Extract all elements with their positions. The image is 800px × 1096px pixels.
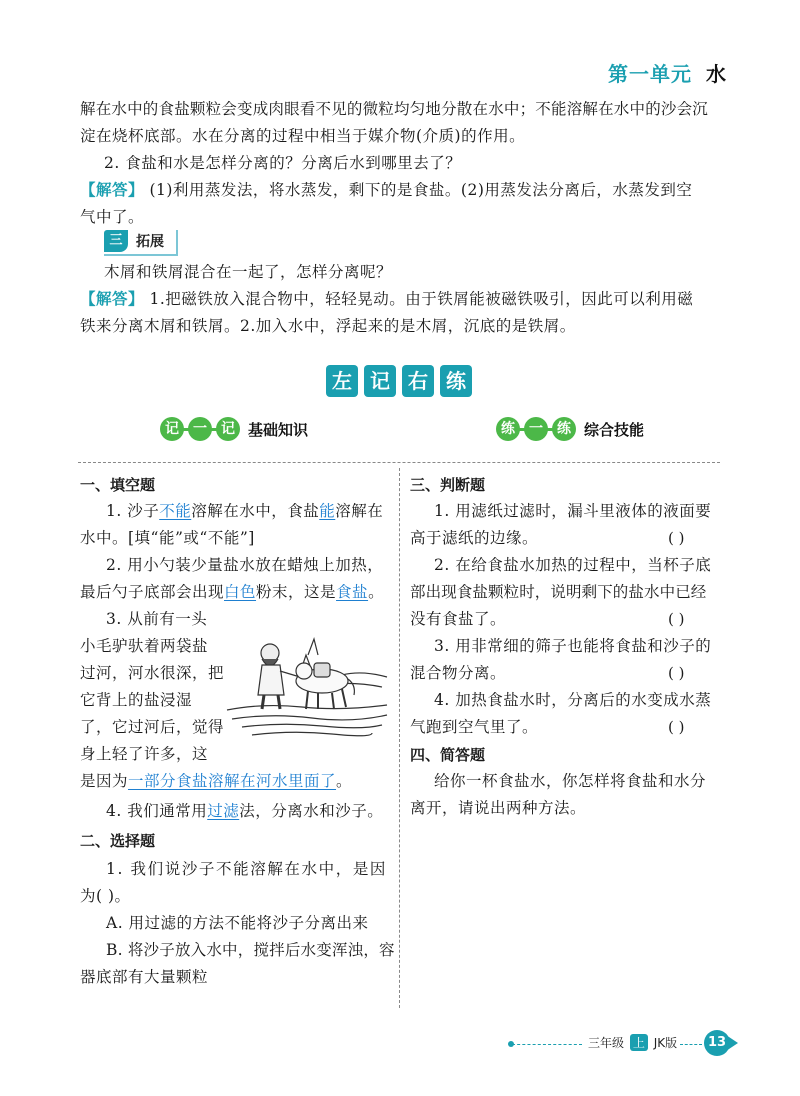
answer-blank: 不能 — [159, 502, 192, 520]
judge-q4-line-2: 气跑到空气里了。 — [410, 718, 539, 736]
choice-option-b-line-2: 器底部有大量颗粒 — [80, 968, 209, 986]
answer-2-text: (1)利用蒸发法，将水蒸发，剩下的是食盐。(2)用蒸发法分离后，水蒸发到空 — [149, 181, 693, 199]
fill-q3-line-2: 小毛驴驮着两袋盐 — [80, 637, 209, 655]
text: 是因为 — [80, 772, 129, 790]
fill-q4 — [106, 798, 383, 825]
fill-q3-line-5: 了，它过河后，觉得 — [80, 718, 225, 736]
judge-q3-paren[interactable]: ( ) — [668, 664, 685, 682]
unit-label: 第一单元 — [608, 62, 692, 86]
text: 1. 沙子 — [106, 502, 160, 520]
expand-answer-text: 1.把磁铁放入混合物中，轻轻晃动。由于铁屑能被磁铁吸引，因此可以利用磁 — [149, 290, 694, 308]
right-header-title: 综合技能 — [584, 421, 645, 439]
text: 溶解在 — [335, 502, 384, 520]
badge-char-3: 记 — [216, 417, 240, 441]
left-column-header — [160, 416, 320, 442]
text: 粉末，这是 — [256, 583, 337, 601]
fill-q3-line-4: 它背上的盐浸湿 — [80, 691, 193, 709]
badge-char-2: 一 — [524, 417, 548, 441]
text: 溶解在水中，食盐 — [191, 502, 320, 520]
footer-rule — [512, 1044, 582, 1045]
section-short-answer: 四、简答题 — [410, 746, 486, 764]
short-answer-line-1: 给你一杯食盐水，你怎样将食盐和水分 — [434, 772, 707, 790]
question-2: 2. 食盐和水是怎样分离的？分离后水到哪里去了？ — [104, 154, 462, 172]
banner-char-2: 记 — [364, 365, 396, 397]
fill-q1-line-2: 水中。[填“能”或“不能”] — [80, 529, 255, 547]
unit-title — [608, 58, 727, 87]
choice-option-b-line-1: B. 将沙子放入水中，搅拌后水变浑浊，容 — [106, 941, 395, 959]
expand-number: 三 — [104, 230, 128, 252]
fill-q2-line-2 — [80, 579, 384, 606]
answer-label: 【解答】 — [80, 181, 145, 199]
top-line-2: 淀在烧杯底部。水在分离的过程中相当于媒介物(介质)的作用。 — [80, 127, 526, 145]
answer-blank: 白色 — [224, 583, 257, 601]
section-choice: 二、选择题 — [80, 832, 156, 850]
text: 。 — [368, 583, 385, 601]
footer-rule-2 — [680, 1044, 702, 1045]
judge-q1-line-1: 1. 用滤纸过滤时，漏斗里液体的液面要 — [434, 502, 712, 520]
left-header-title: 基础知识 — [248, 421, 309, 439]
answer-blank: 过滤 — [207, 802, 240, 820]
answer-blank: 食盐 — [336, 583, 369, 601]
short-answer-line-2: 离开，请说出两种方法。 — [410, 799, 587, 817]
choice-option-a: A. 用过滤的方法不能将沙子分离出来 — [106, 914, 369, 932]
fill-q1-line-1 — [106, 498, 383, 525]
badge-char-3: 练 — [552, 417, 576, 441]
judge-q3-line-2: 混合物分离。 — [410, 664, 507, 682]
expand-answer-label: 【解答】 — [80, 290, 145, 308]
donkey-river-illustration — [222, 615, 392, 745]
judge-q1-paren[interactable]: ( ) — [668, 529, 685, 547]
fill-q3-line-6: 身上轻了许多，这 — [80, 745, 209, 763]
answer-blank: 能 — [319, 502, 336, 520]
fill-q3-line-1: 3. 从前有一头 — [106, 610, 208, 628]
choice-q1-line-1: 1. 我们说沙子不能溶解在水中，是因 — [106, 860, 388, 878]
top-line-1: 解在水中的食盐颗粒会变成肉眼看不见的微粒均匀地分散在水中；不能溶解在水中的沙会沉 — [80, 100, 709, 118]
practice-banner — [326, 365, 472, 397]
unit-topic: 水 — [705, 62, 727, 86]
text: 最后勺子底部会出现 — [80, 583, 225, 601]
choice-q1-line-2: 为( )。 — [80, 887, 131, 905]
judge-q2-line-3: 没有食盐了。 — [410, 610, 507, 628]
section-judge: 三、判断题 — [410, 476, 486, 494]
top-dotted-rule — [78, 462, 720, 463]
edition-text: JK版 — [653, 1036, 678, 1050]
badge-char-1: 记 — [160, 417, 184, 441]
judge-q1-line-2: 高于滤纸的边缘。 — [410, 529, 539, 547]
text: 法，分离水和沙子。 — [239, 802, 384, 820]
fill-q3-line-7 — [80, 768, 352, 795]
expand-tag — [104, 230, 178, 256]
badge-char-1: 练 — [496, 417, 520, 441]
term-badge: 上 — [630, 1034, 648, 1051]
expand-answer-line-1 — [80, 286, 693, 313]
judge-q2-paren[interactable]: ( ) — [668, 610, 685, 628]
judge-q3-line-1: 3. 用非常细的筛子也能将食盐和沙子的 — [434, 637, 712, 655]
judge-q4-paren[interactable]: ( ) — [668, 718, 685, 736]
answer-blank: 一部分食盐溶解在河水里面了 — [128, 772, 337, 790]
banner-char-3: 右 — [402, 365, 434, 397]
expand-label: 拓展 — [136, 234, 164, 250]
section-fill-blank: 一、填空题 — [80, 476, 156, 494]
text: 4. 我们通常用 — [106, 802, 208, 820]
judge-q2-line-2: 部出现食盐颗粒时，说明剩下的盐水中已经 — [410, 583, 707, 601]
answer-2-line-1 — [80, 177, 692, 204]
judge-q2-line-1: 2. 在给食盐水加热的过程中，当杯子底 — [434, 556, 712, 574]
expand-answer-line-2: 铁来分离木屑和铁屑。2.加入水中，浮起来的是木屑，沉底的是铁屑。 — [80, 317, 576, 335]
fill-q3-line-3: 过河，河水很深，把 — [80, 664, 225, 682]
grade-text: 三年级 — [588, 1036, 625, 1050]
footer-grade — [588, 1034, 677, 1051]
badge-char-2: 一 — [188, 417, 212, 441]
expand-question: 木屑和铁屑混合在一起了，怎样分离呢？ — [104, 263, 393, 281]
text: 。 — [336, 772, 353, 790]
column-dotted-divider — [399, 468, 400, 1008]
page-number: 13 — [707, 1035, 727, 1050]
fill-q2-line-1: 2. 用小勺装少量盐水放在蜡烛上加热， — [106, 556, 384, 574]
answer-2-line-2: 气中了。 — [80, 208, 145, 226]
banner-char-4: 练 — [440, 365, 472, 397]
right-column-header — [496, 416, 656, 442]
banner-char-1: 左 — [326, 365, 358, 397]
judge-q4-line-1: 4. 加热食盐水时，分离后的水变成水蒸 — [434, 691, 712, 709]
footer-dot — [508, 1041, 514, 1047]
